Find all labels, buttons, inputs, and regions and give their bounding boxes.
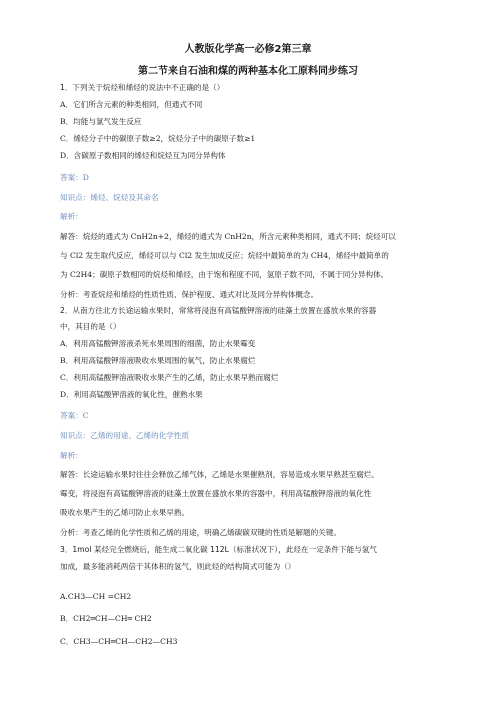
question-2: 2．从南方往北方长途运输水果时，常常将浸泡有高锰酸钾溶液的硅藻土放置在盛放水果的容器 (60, 306, 377, 315)
option-c: C．烯烃分子中的碳原子数≥2，烷烃分子中的碳原子数≥1 (60, 134, 256, 143)
analysis-heading: 解析： (60, 212, 83, 221)
question-3-cont: 加成，最多能消耗两倍于其体积的氢气，则此烃的结构简式可能为（） (60, 562, 296, 571)
option-a: A．利用高锰酸钾溶液杀死水果周围的细菌，防止水果霉变 (60, 339, 256, 348)
knowledge-point: 知识点：烯烃、烷烃及其命名 (60, 193, 159, 202)
option-a: A.CH3—CH =CH2 (60, 592, 132, 601)
option-b: B．均能与氯气发生反应 (60, 117, 142, 126)
question-3: 3．1mol 某烃完全燃烧后，能生成二氧化碳 112L（标准状况下），此烃在一定条件下能与氢气 (60, 545, 377, 554)
analysis-line: 分析：考查烷烃和烯烃的性质性质、保护程度、通式对比及同分异构体概念。 (60, 290, 319, 299)
solution-line: 解答：烷烃的通式为 CnH2n+2，烯烃的通式为 CnH2n，所含元素种类相同，通式不同；烷烃可以 (60, 232, 396, 241)
analysis-line: 分析：考查乙烯的化学性质和乙烯的用途，明确乙烯碳碳双键的性质是解题的关键。 (60, 528, 341, 537)
answer: 答案：C (60, 411, 89, 420)
option-a: A．它们所含元素的种类相同，但通式不同 (60, 100, 203, 109)
solution-line: 霉变，将浸泡有高锰酸钾溶液的硅藻土放置在盛放水果的容器中，利用高锰酸钾溶液的氧化性 (60, 489, 372, 498)
solution-line: 与 Cl2 发生取代反应，烯烃可以与 Cl2 发生加成反应；烷烃中最简单的为 CH4，烯烃中最简单的 (60, 251, 389, 260)
solution-line: 吸收水果产生的乙烯可防止水果早熟。 (60, 508, 190, 517)
option-d: D．利用高锰酸钾溶液的氧化性，催熟水果 (60, 390, 203, 399)
option-c: C．利用高锰酸钾溶液吸收水果产生的乙烯，防止水果早熟而腐烂 (60, 373, 279, 382)
option-b: B．利用高锰酸钾溶液吸收水果周围的氧气，防止水果腐烂 (60, 356, 256, 365)
option-d: D．含碳原子数相同的烯烃和烷烃互为同分异构体 (60, 151, 226, 160)
option-c: C．CH3—CH═CH—CH2—CH3 (60, 637, 178, 646)
question-1: 1．下列关于烷烃和烯烃的说法中不正确的是（） (60, 83, 225, 92)
solution-line: 为 C2H4；碳原子数相同的烷烃和烯烃，由于饱和程度不同，氢原子数不同，不属于同分异构体。 (60, 270, 389, 279)
document-subtitle: 第二节来自石油和煤的两种基本化工原料同步练习 (138, 66, 358, 77)
solution-line: 解答：长途运输水果时往往会释放乙烯气体，乙烯是水果催熟剂，容易造成水果早熟甚至腐烂、 (60, 470, 379, 479)
analysis-heading: 解析： (60, 451, 83, 460)
knowledge-point: 知识点：乙烯的用途、乙烯的化学性质 (60, 431, 190, 440)
option-b: B．CH2═CH—CH═ CH2 (60, 614, 152, 623)
question-2-cont: 中，其目的是（） (60, 322, 121, 331)
answer: 答案：D (60, 173, 89, 182)
document-title: 人教版化学高一必修2第三章 (184, 44, 312, 55)
